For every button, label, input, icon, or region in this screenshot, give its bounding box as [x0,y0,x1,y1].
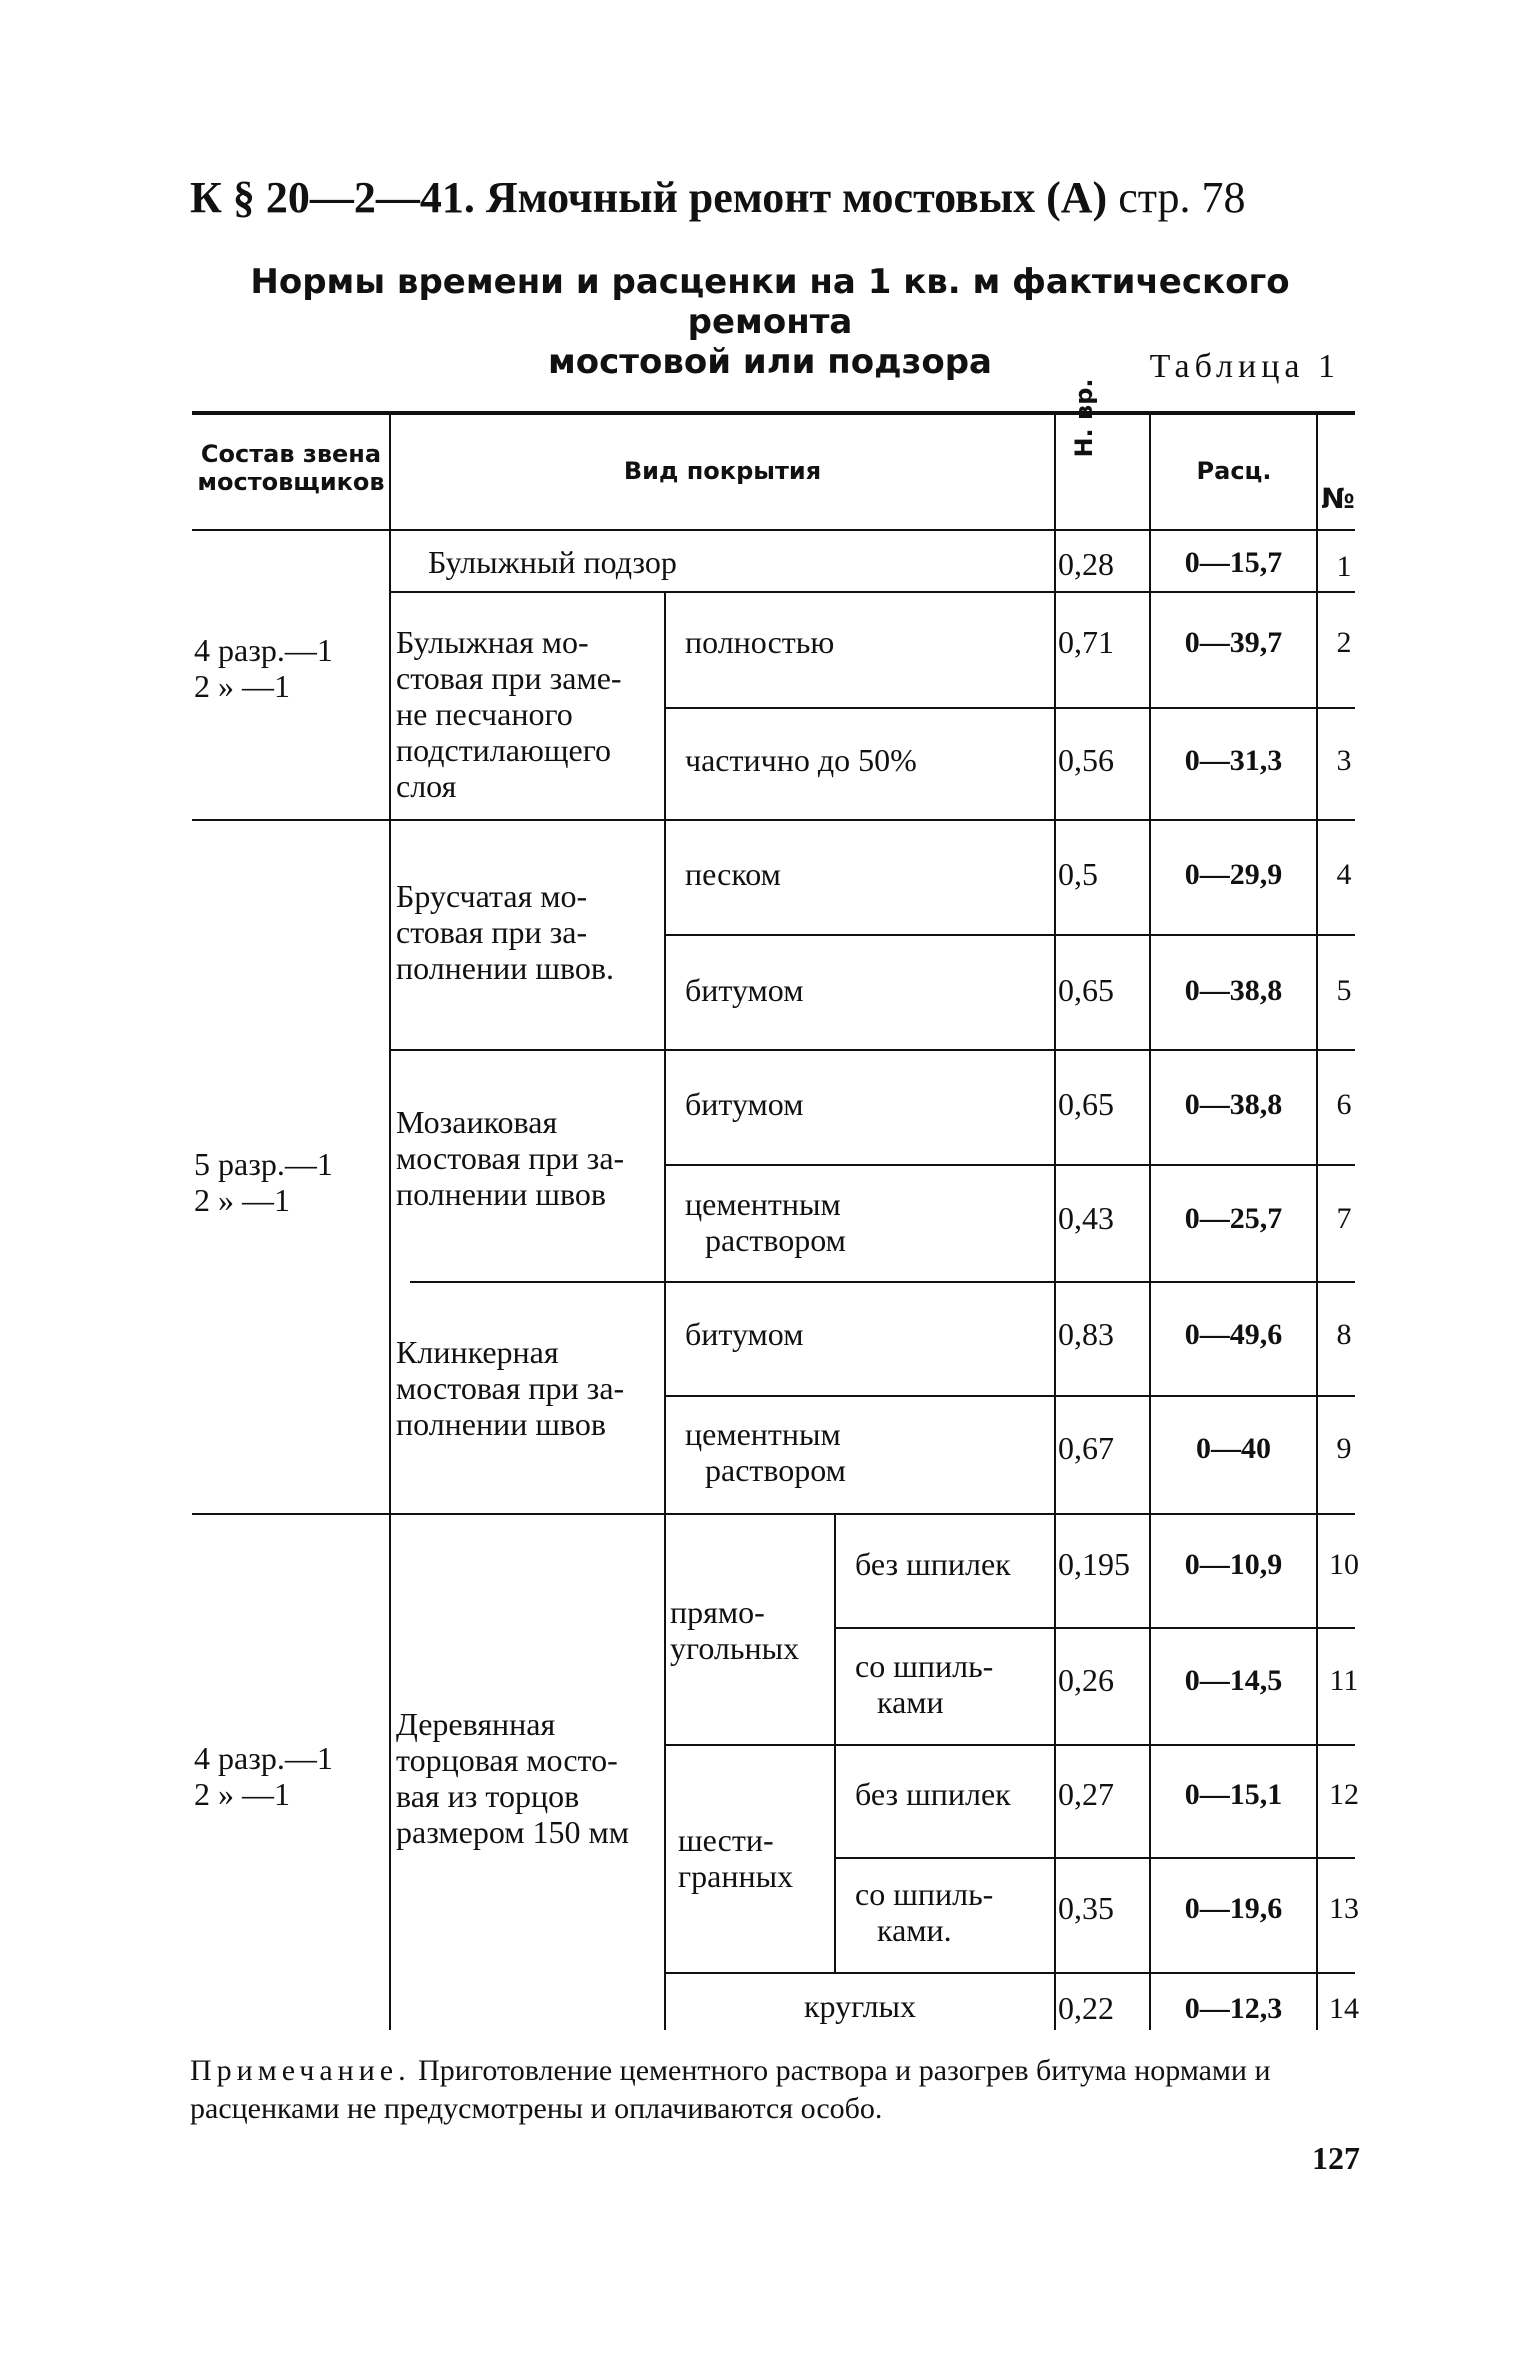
time-norm-cell: 0,195 [1058,1546,1130,1582]
table-label: Таблица 1 [1149,348,1340,385]
surface-type-clinker-pavement: Клинкерная мостовая при за- полнении швов [396,1334,625,1442]
row-number-cell: 1 [1336,550,1352,583]
row-number-cell: 13 [1329,1892,1359,1925]
row-number-cell: 12 [1329,1778,1359,1811]
footnote-label: Примечание. [190,2054,411,2087]
block-shape-hexagonal: шести- гранных [678,1822,794,1894]
rate-cell: 0—15,7 [1184,546,1283,579]
rate-cell: 0—12,3 [1184,1992,1283,2025]
table-footnote [190,2052,1360,2128]
time-norm-cell: 0,22 [1058,1990,1114,2026]
row-number-cell: 11 [1329,1664,1359,1697]
surface-type-cobble-pavement: Булыжная мо- стовая при заме- не песчаного подстилающего слоя [396,624,622,804]
variant-cell: полностью [685,624,835,660]
rate-cell: 0—49,6 [1184,1318,1283,1351]
variant-cell: со шпиль- ками [855,1648,994,1720]
time-norm-cell: 0,26 [1058,1662,1114,1698]
rate-cell: 0—38,8 [1184,1088,1283,1121]
footnote-text: Приготовление цементного раствора и разогрев битума нормами и расценками не предусмотрены и оплачиваются особо. [190,2054,1271,2125]
surface-type-sett-pavement: Брусчатая мо- стовая при за- полнении швов. [396,878,615,986]
time-norm-cell: 0,65 [1058,1086,1114,1122]
time-norm-cell: 0,67 [1058,1430,1114,1466]
variant-cell: песком [685,856,781,892]
time-norm-cell: 0,83 [1058,1316,1114,1352]
block-shape-round: круглых [803,1988,917,2024]
variant-cell: цементным раствором [685,1416,846,1488]
time-norm-cell: 0,35 [1058,1890,1114,1926]
time-norm-cell: 0,71 [1058,624,1114,660]
time-norm-cell: 0,65 [1058,972,1114,1008]
column-header-surface: Вид покрытия [623,457,822,485]
variant-cell: битумом [685,972,804,1008]
time-norm-cell: 0,56 [1058,742,1114,778]
row-number-cell: 4 [1336,858,1352,891]
row-number-cell: 5 [1336,974,1352,1007]
subtitle-line-2: мостовой или подзора [548,342,992,382]
rate-cell: 0—40 [1196,1432,1271,1465]
time-norm-cell: 0,43 [1058,1200,1114,1236]
subtitle-line-1: Нормы времени и расценки на 1 кв. м фактического ремонта [250,262,1290,342]
rate-cell: 0—31,3 [1184,744,1283,777]
page-number: 127 [1312,2140,1360,2176]
column-header-time-norm: Н. вр. [1070,378,1098,458]
variant-cell: цементным раствором [685,1186,846,1258]
rate-cell: 0—29,9 [1184,858,1283,891]
rate-cell: 0—14,5 [1184,1664,1283,1697]
column-header-crew: Состав звена мостовщиков [197,440,385,496]
crew-cell-group-1: 4 разр.—1 2 » —1 [194,632,333,704]
rate-cell: 0—10,9 [1184,1548,1283,1581]
row-number-cell: 7 [1336,1202,1352,1235]
row-number-cell: 6 [1336,1088,1352,1121]
variant-cell: без шпилек [855,1546,1011,1582]
rate-cell: 0—25,7 [1184,1202,1283,1235]
column-header-rate: Расц. [1196,457,1272,485]
surface-type-cobble-edge: Булыжный подзор [428,544,677,580]
surface-type-wood-block-pavement: Деревянная торцовая мосто- вая из торцов размером 150 мм [396,1706,629,1850]
rate-cell: 0—39,7 [1184,626,1283,659]
variant-cell: битумом [685,1086,804,1122]
variant-cell: без шпилек [855,1776,1011,1812]
row-number-cell: 8 [1336,1318,1352,1351]
variant-cell: со шпиль- ками. [855,1876,994,1948]
title-page-ref: стр. 78 [1118,173,1246,222]
rate-cell: 0—15,1 [1184,1778,1283,1811]
rate-cell: 0—38,8 [1184,974,1283,1007]
title-text: К § 20—2—41. Ямочный ремонт мостовых (А) [190,173,1108,222]
surface-type-mosaic-pavement: Мозаиковая мостовая при за- полнении швов [396,1104,625,1212]
row-number-cell: 9 [1336,1432,1352,1465]
row-number-cell: 14 [1329,1992,1359,2025]
column-header-number: № [1321,482,1355,515]
rate-cell: 0—19,6 [1184,1892,1283,1925]
row-number-cell: 3 [1336,744,1352,777]
variant-cell: битумом [685,1316,804,1352]
crew-cell-group-3: 4 разр.—1 2 » —1 [194,1740,333,1812]
time-norm-cell: 0,28 [1058,546,1114,582]
row-number-cell: 10 [1329,1548,1359,1581]
variant-cell: частично до 50% [685,742,917,778]
row-number-cell: 2 [1336,626,1352,659]
block-shape-rectangular: прямо- угольных [670,1594,800,1666]
time-norm-cell: 0,5 [1058,856,1098,892]
time-norm-cell: 0,27 [1058,1776,1114,1812]
crew-cell-group-2: 5 разр.—1 2 » —1 [194,1146,333,1218]
